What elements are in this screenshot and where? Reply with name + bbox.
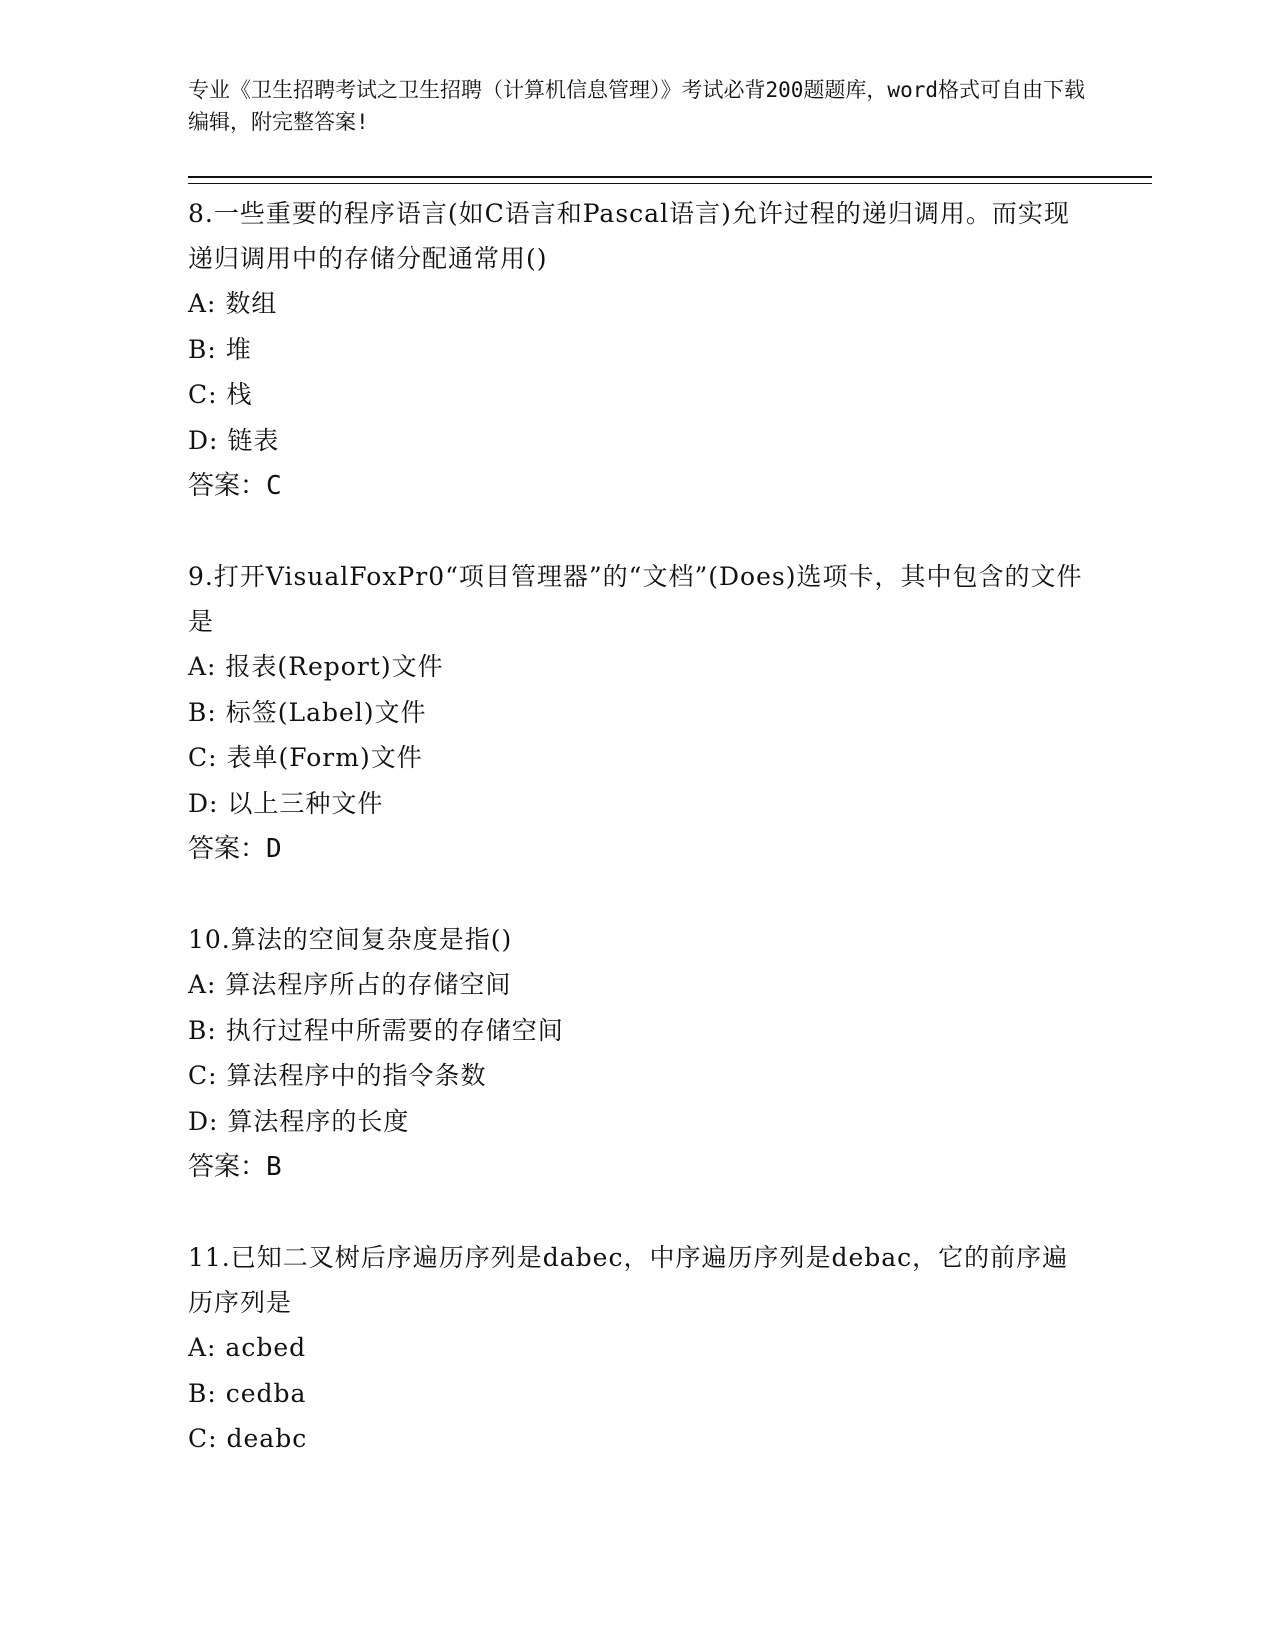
option-b: B: 执行过程中所需要的存储空间 xyxy=(188,1015,564,1045)
option-c: C: deabc xyxy=(188,1424,308,1453)
header-rule-thin xyxy=(188,183,1152,184)
question-stem: 10.算法的空间复杂度是指() xyxy=(188,925,513,954)
answer: 答案：C xyxy=(188,471,282,501)
option-d: D: 以上三种文件 xyxy=(188,788,384,818)
question-stem: 8.一些重要的程序语言(如C语言和Pascal语言)允许过程的递归调用。而实现递归调用中的存储分配通常用() xyxy=(188,199,1070,273)
header-rule-thick xyxy=(188,176,1152,178)
option-c: C: 表单(Form)文件 xyxy=(188,743,423,772)
question-stem: 9.打开VisualFoxPr0“项目管理器”的“文档”(Does)选项卡，其中包含的文件是 xyxy=(188,562,1083,636)
option-d: D: 链表 xyxy=(188,425,280,455)
document-header: 专业《卫生招聘考试之卫生招聘（计算机信息管理）》考试必背200题题库，word格式可自由下载编辑，附完整答案! xyxy=(188,78,1085,134)
question-8 xyxy=(188,191,1152,509)
option-b: B: cedba xyxy=(188,1378,307,1408)
option-b: B: 堆 xyxy=(188,334,252,364)
question-9 xyxy=(188,554,1152,872)
option-a: A: 算法程序所占的存储空间 xyxy=(188,970,512,999)
option-a: A: 报表(Report)文件 xyxy=(188,652,444,681)
option-a: A: acbed xyxy=(188,1333,307,1362)
option-c: C: 栈 xyxy=(188,380,253,409)
answer: 答案：B xyxy=(188,1152,282,1182)
option-c: C: 算法程序中的指令条数 xyxy=(188,1061,487,1090)
question-list xyxy=(188,191,1152,1462)
answer: 答案：D xyxy=(188,834,282,864)
option-a: A: 数组 xyxy=(188,289,278,318)
question-stem: 11.已知二叉树后序遍历序列是dabec，中序遍历序列是debac，它的前序遍历序列是 xyxy=(188,1243,1069,1317)
option-b: B: 标签(Label)文件 xyxy=(188,697,427,727)
question-10 xyxy=(188,917,1152,1190)
question-11 xyxy=(188,1235,1152,1462)
option-d: D: 算法程序的长度 xyxy=(188,1106,410,1136)
